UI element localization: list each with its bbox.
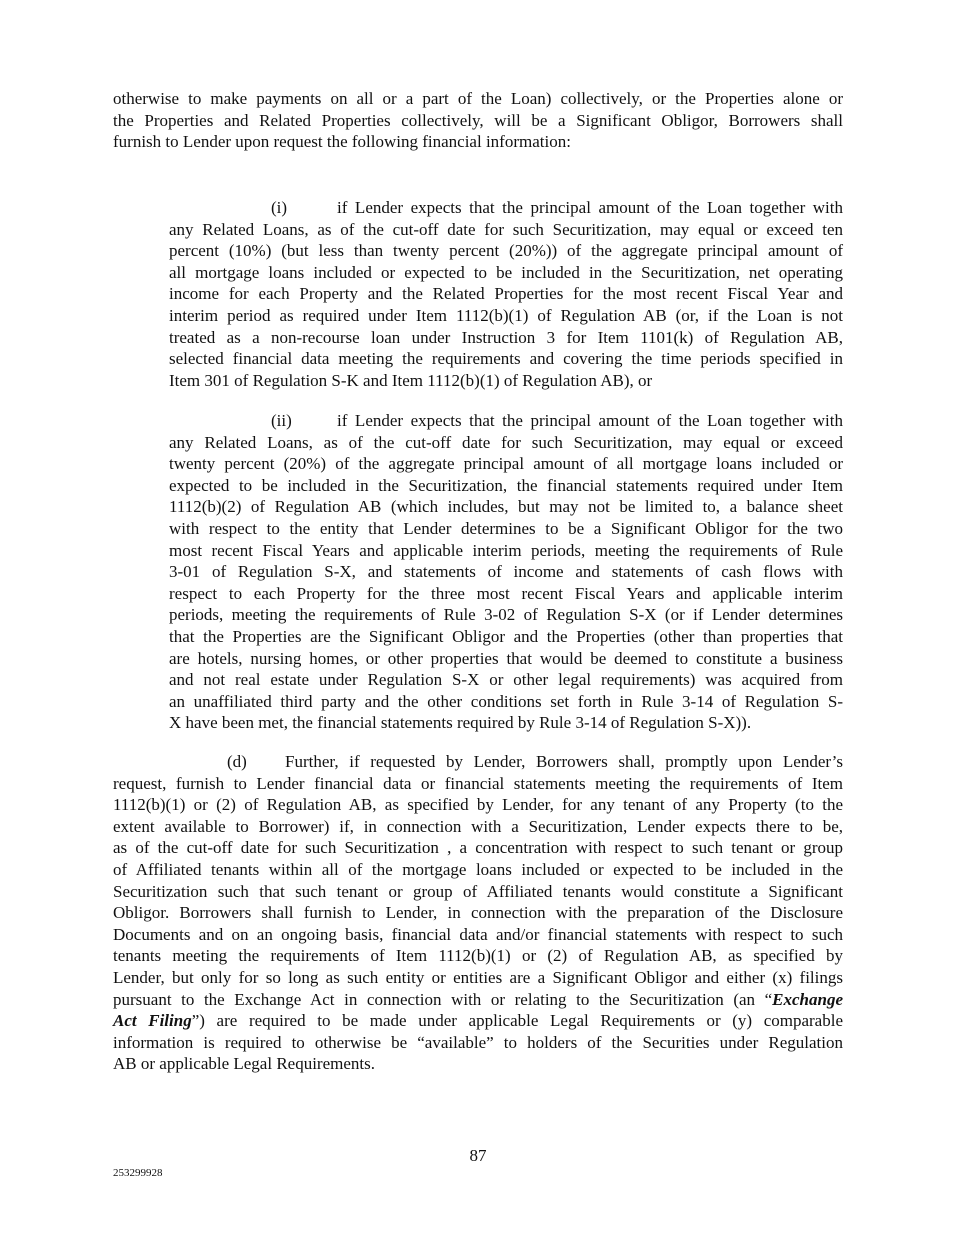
text-line: percent (10%) (but less than twenty percent (20%)) of the aggregate principal amount of: [169, 241, 843, 261]
text-line: tenants meeting the requirements of Item 1112(b)(1) or (2) of Regulation AB, as specified by: [113, 946, 843, 966]
text-line: twenty percent (20%) of the aggregate principal amount of all mortgage loans included or: [169, 454, 843, 474]
text-line: X have been met, the financial statements required by Rule 3-14 of Regulation S-X)).: [169, 713, 752, 733]
document-id: 253299928: [113, 1167, 163, 1179]
item-ii-enumerator: (ii): [271, 411, 292, 430]
text-line: most recent Fiscal Years and applicable interim periods, meeting the requirements of Rule: [169, 540, 843, 560]
text-line: AB or applicable Legal Requirements.: [113, 1054, 375, 1074]
text-line: all mortgage loans included or expected to be included in the Securitization, net operating: [169, 262, 843, 282]
text-line: income for each Property and the Related Properties for the most recent Fiscal Year and: [169, 284, 843, 304]
text-line: with respect to the entity that Lender determines to be a Significant Obligor for the two: [169, 518, 843, 538]
text-line: furnish to Lender upon request the following financial information:: [113, 132, 571, 152]
text-line: extent available to Borrower) if, in connection with a Securitization, Lender expects there to be,: [113, 816, 843, 836]
text-line: respect to each Property for the three most recent Fiscal Years and applicable interim: [169, 583, 843, 603]
text-line: information is required to otherwise be “available” to holders of the Securities under Regulation: [113, 1032, 843, 1052]
item-d-paragraph: [113, 751, 843, 1075]
item-i-paragraph: [169, 197, 843, 391]
text-line: Further, if requested by Lender, Borrowers shall, promptly upon Lender’s: [285, 752, 843, 771]
text-line: and not real estate under Regulation S-X or other legal requirements) was acquired from: [169, 670, 843, 690]
text-line: the Properties and Related Properties collectively, will be a Significant Obligor, Borrowers shall: [113, 110, 843, 130]
text-line: otherwise to make payments on all or a part of the Loan) collectively, or the Properties alone or: [113, 89, 843, 108]
text-segment: ”) are required to be made under applicable Legal Requirements or (y) comparable: [191, 1011, 843, 1031]
text-line: Lender, but only for so long as such entity or entities are a Significant Obligor and either (x) filings: [113, 967, 843, 987]
item-d-enumerator: (d): [227, 752, 247, 771]
text-line: periods, meeting the requirements of Rule 3-02 of Regulation S-X (or if Lender determines: [169, 605, 843, 625]
intro-paragraph: [113, 88, 843, 153]
text-line: any Related Loans, as of the cut-off date for such Securitization, may equal or exceed ten: [169, 219, 843, 239]
text-line: an unaffiliated third party and the other conditions set forth in Rule 3-14 of Regulation S-: [169, 691, 843, 711]
text-line: expected to be included in the Securitization, the financial statements required under Item: [169, 475, 843, 495]
text-line: are hotels, nursing homes, or other properties that would be deemed to constitute a business: [169, 648, 843, 668]
text-line: interim period as required under Item 1112(b)(1) of Regulation AB (or, if the Loan is not: [169, 305, 843, 325]
item-i-enumerator: (i): [271, 198, 288, 217]
text-line: if Lender expects that the principal amount of the Loan together with: [337, 198, 843, 217]
text-line: if Lender expects that the principal amount of the Loan together with: [337, 411, 843, 430]
text-line: selected financial data meeting the requirements and covering the time periods specified in: [169, 349, 843, 369]
text-segment: pursuant to the Exchange Act in connection with or relating to the Securitization (an “: [113, 989, 773, 1009]
text-line: treated as a non-recourse loan under Instruction 3 for Item 1101(k) of Regulation AB,: [169, 327, 843, 347]
defined-term: Act Filing: [113, 1011, 192, 1031]
page-number: 87: [469, 1146, 487, 1165]
text-line: 3-01 of Regulation S-X, and statements of income and statements of cash flows with: [169, 562, 843, 582]
item-d-first-line: [113, 751, 843, 773]
text-line: any Related Loans, as of the cut-off date for such Securitization, may equal or exceed: [169, 432, 843, 452]
item-i-first-line: [169, 197, 843, 219]
item-ii-first-line: [169, 410, 843, 432]
text-line: Securitization such that such tenant or group of Affiliated tenants would constitute a Significant: [113, 881, 843, 901]
text-line: 1112(b)(1) or (2) of Regulation AB, as specified by Lender, for any tenant of any Property (to the: [113, 795, 843, 815]
text-line: request, furnish to Lender financial data or financial statements meeting the requirements of Item: [113, 773, 843, 793]
item-ii-paragraph: [169, 410, 843, 734]
text-line: Obligor. Borrowers shall furnish to Lender, in connection with the preparation of the Disclosure: [113, 903, 843, 923]
text-line: that the Properties are the Significant Obligor and the Properties (other than properties that: [169, 626, 843, 646]
defined-term: Exchange: [772, 989, 843, 1009]
text-line: of Affiliated tenants within all of the mortgage loans included or expected to be included in the: [113, 859, 843, 879]
text-line: [113, 1010, 843, 1032]
text-line: Documents and on an ongoing basis, financial data and/or financial statements with respect to such: [113, 924, 843, 944]
text-line: [113, 989, 843, 1011]
text-line: Item 301 of Regulation S-K and Item 1112(b)(1) of Regulation AB), or: [169, 370, 653, 390]
text-line: 1112(b)(2) of Regulation AB (which includes, but may not be limited to, a balance sheet: [169, 497, 843, 517]
text-line: as of the cut-off date for such Securitization , a concentration with respect to such tenant or group: [113, 838, 843, 858]
